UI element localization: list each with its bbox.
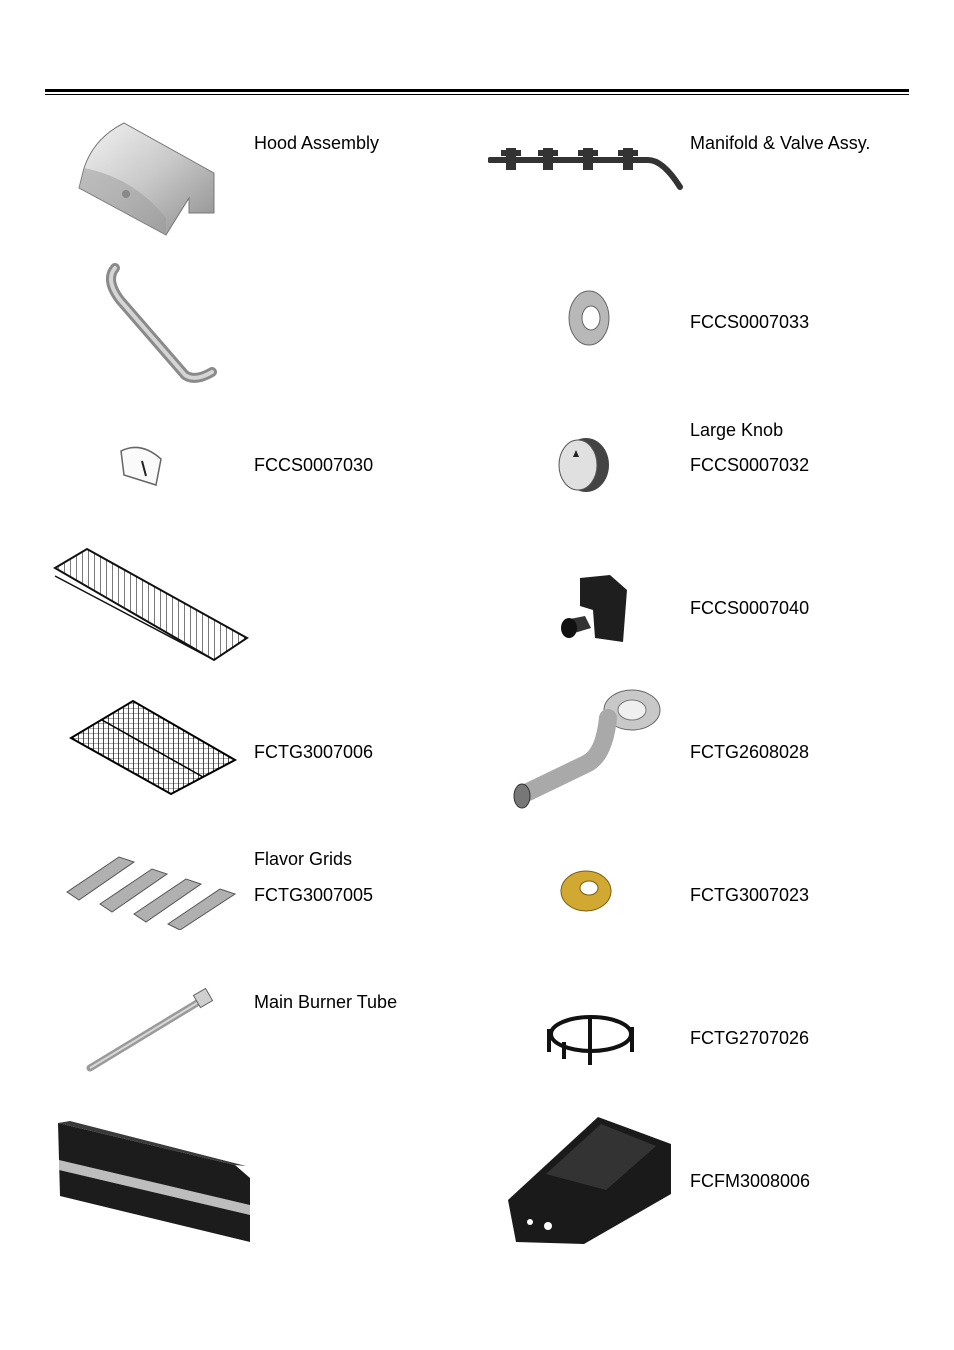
side-burner-tube-image (508, 686, 663, 814)
side-burner-grate-code: FCTG2707026 (690, 1028, 810, 1048)
bezel-code: FCCS0007033 (690, 312, 810, 332)
knob-code: FCCS0007032 (690, 455, 810, 475)
bezel-image (565, 288, 613, 348)
flavor-grids-image (64, 852, 239, 930)
handle-image (100, 260, 220, 385)
flavor-grids-code: FCTG3007005 (254, 885, 374, 905)
thermometer-image (116, 443, 168, 487)
knob-image (556, 435, 612, 495)
main-burner-tube-image (84, 988, 214, 1074)
thermometer-code: FCCS0007030 (254, 455, 374, 475)
hood-assembly-image (74, 118, 219, 240)
flavor-grids-name: Flavor Grids (254, 849, 353, 869)
side-burner-image (506, 1114, 674, 1248)
manifold-valve-name: Manifold & Valve Assy. (690, 133, 871, 153)
main-burner-tube-name: Main Burner Tube (254, 992, 398, 1012)
knob-name: Large Knob (690, 420, 784, 440)
burner-cap-image (559, 868, 613, 914)
burner-cap-code: FCTG3007023 (690, 885, 810, 905)
side-burner-grate-image (544, 1007, 638, 1071)
manifold-valve-image (488, 142, 683, 192)
control-panel-image (50, 1118, 254, 1246)
side-burner-code: FCFM3008006 (690, 1171, 811, 1191)
igniter-image (555, 570, 633, 648)
header-rule-thick (45, 89, 909, 92)
igniter-code: FCCS0007040 (690, 598, 810, 618)
cooking-grid-code: FCTG3007006 (254, 742, 374, 762)
side-burner-tube-code: FCTG2608028 (690, 742, 810, 762)
warming-rack-image (52, 546, 250, 664)
cooking-grid-image (68, 698, 238, 796)
header-rule-thin (45, 94, 909, 95)
hood-assembly-name: Hood Assembly (254, 133, 380, 153)
